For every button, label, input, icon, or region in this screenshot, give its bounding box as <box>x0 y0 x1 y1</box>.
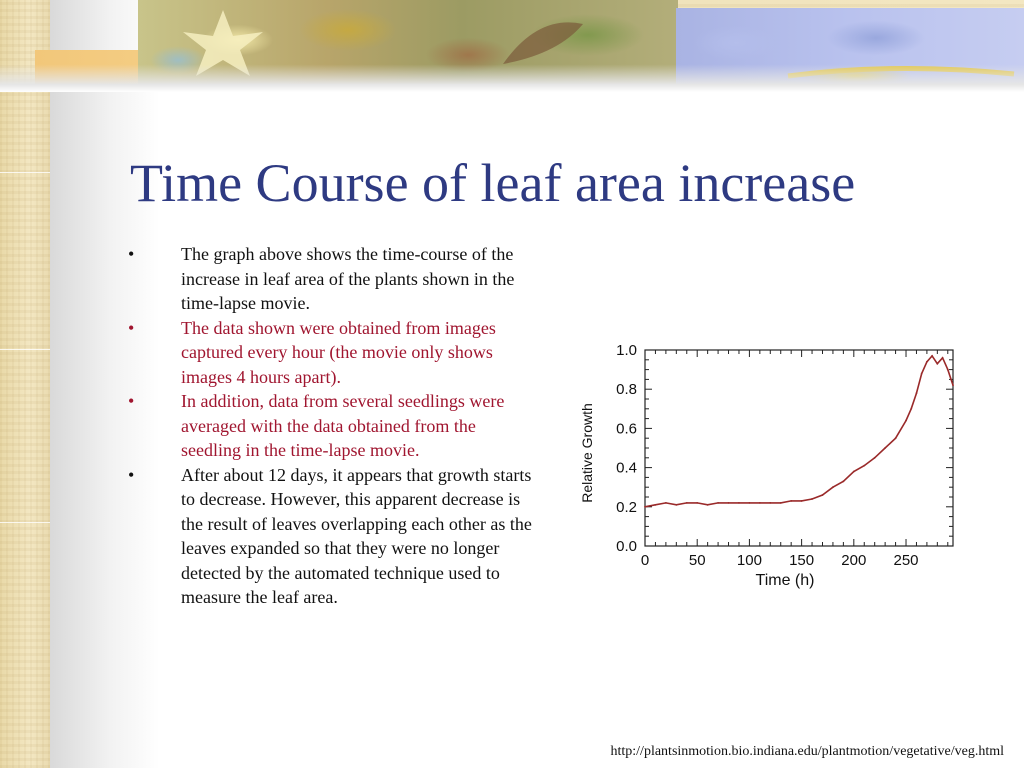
source-url: http://plantsinmotion.bio.indiana.edu/plantmotion/vegetative/veg.html <box>610 744 1004 759</box>
bullet-marker: • <box>128 464 135 485</box>
y-tick-label: 1.0 <box>616 342 637 359</box>
y-tick-label: 0.2 <box>616 498 637 516</box>
bullet-text: After about 12 days, it appears that growth starts to decrease. However, this apparent decrease is the result of leaves overlapping each other as the leaves expanded so that they were no longer detected by the automated technique used to measure the leaf area. <box>181 464 532 607</box>
data-point <box>707 504 709 506</box>
data-point <box>916 392 918 394</box>
data-point <box>942 357 944 359</box>
x-tick-label: 250 <box>893 552 919 569</box>
data-point <box>947 369 949 371</box>
y-tick-label: 0.0 <box>616 538 637 555</box>
data-point <box>905 420 907 422</box>
banner-fade <box>0 0 1024 92</box>
x-tick-label: 0 <box>640 552 650 569</box>
data-point <box>780 502 782 504</box>
bullet-marker: • <box>128 244 135 264</box>
y-axis-label: Relative Growth <box>579 403 595 503</box>
data-point <box>790 500 792 502</box>
data-point <box>853 471 855 473</box>
data-point <box>952 384 954 386</box>
data-point <box>749 502 751 504</box>
data-point <box>728 502 730 504</box>
data-point <box>686 502 688 504</box>
growth-series-line <box>645 356 953 507</box>
data-point <box>822 494 824 496</box>
data-point <box>832 486 834 488</box>
data-point <box>655 504 657 506</box>
bullet-item <box>124 316 534 390</box>
data-point <box>769 502 771 504</box>
data-point <box>910 408 912 410</box>
data-point <box>738 502 740 504</box>
growth-chart-svg <box>572 336 968 596</box>
data-point <box>759 502 761 504</box>
bullet-text: The graph above shows the time-course of the increase in leaf area of the plants shown in the time-lapse movie. <box>181 244 515 313</box>
growth-chart <box>572 336 968 596</box>
bullet-item <box>124 389 534 463</box>
data-point <box>936 363 938 365</box>
data-point <box>811 498 813 500</box>
y-tick-label: 0.4 <box>616 459 637 477</box>
bullet-marker: • <box>128 391 135 411</box>
data-point <box>895 437 897 439</box>
data-point <box>675 504 677 506</box>
data-point <box>884 447 886 449</box>
y-tick-label: 0.6 <box>616 420 637 438</box>
data-point <box>874 457 876 459</box>
data-point <box>644 506 646 508</box>
data-point <box>665 502 667 504</box>
x-tick-label: 100 <box>736 552 762 569</box>
data-point <box>801 500 803 502</box>
bullet-list <box>124 242 534 610</box>
data-point <box>717 502 719 504</box>
y-tick-label: 0.8 <box>616 381 637 399</box>
data-point <box>931 355 933 357</box>
bullet-text: The data shown were obtained from images captured every hour (the movie only shows images 4 hours apart). <box>181 317 496 387</box>
plot-frame <box>645 350 953 546</box>
bullet-text: In addition, data from several seedlings were averaged with the data obtained from the seedling in the time-lapse movie. <box>181 391 505 460</box>
bullet-item <box>124 463 534 610</box>
x-axis-label: Time (h) <box>755 572 815 589</box>
data-point <box>926 361 928 363</box>
bullet-item <box>124 242 534 316</box>
x-tick-label: 200 <box>841 552 867 569</box>
data-point <box>842 480 844 482</box>
slide-title: Time Course of leaf area increase <box>130 153 856 213</box>
x-tick-label: 150 <box>789 552 815 569</box>
data-point <box>921 373 923 375</box>
data-point <box>696 502 698 504</box>
left-parchment-strip <box>0 0 50 768</box>
x-tick-label: 50 <box>688 552 706 569</box>
bullet-marker: • <box>128 317 135 338</box>
data-point <box>863 465 865 467</box>
